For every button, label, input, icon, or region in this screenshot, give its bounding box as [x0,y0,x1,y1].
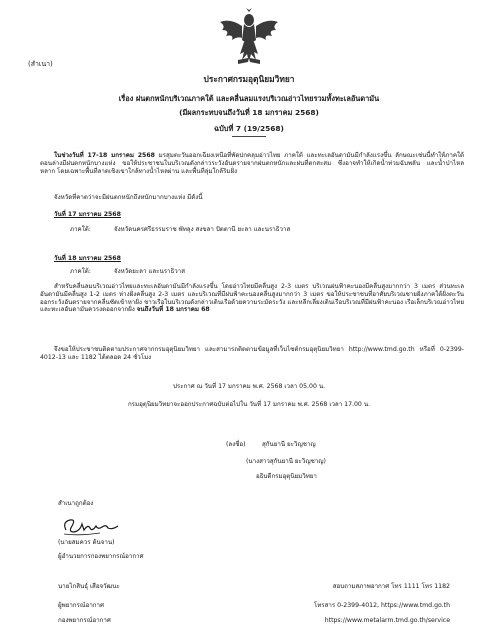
paragraph-waves [40,283,464,314]
title-divider [232,136,266,137]
next-issue-datetime: กรมอุตุนิยมวิทยาจะออกประกาศฉบับต่อไปใน วันที่ 17 มกราคม พ.ศ. 2568 เวลา 17.00 น. [127,401,371,408]
day1-date: วันที่ 17 มกราคม 2568 [54,211,121,218]
contact-text: จึงขอให้ประชาชนติดตามประกาศจากกรมอุตุนิยมวิทยา และสามารถติดตามข้อมูลที่เว็บไซต์กรมอุตุนิยมวิทยา http://www.tmd.go.th หรือที่ 0-2399-4012-13 และ 1182 ได้ตลอด 24 ชั่วโมง [40,346,464,361]
handwritten-signature-icon [60,514,122,538]
paragraph-contact [40,346,464,362]
copy-label: (สำเนา) [28,60,53,68]
forecast-body: มรสุมตะวันออกเฉียงเหนือที่พัดปกคลุมอ่าวไทย ภาคใต้ และทะเลอันดามันมีกำลังแรงขึ้น ลักษณะเช่นนี้ทำให้ภาคใต้ตอนล่างมีฝนตกหนักบางแห่ง ขอให้ประชาชนในบริเวณดังกล่าวระวังอันตรายจากฝนตกหนักและฝนที่ตกสะสม ซึ่งอาจทำให้เกิดน้ำท่วมฉับพลัน และน้ำป่าไหลหลาก โดยเฉพาะพื้นที่ลาดเชิงเขาใกล้ทางน้ำไหลผ่าน และพื้นที่ลุ่มใกล้ริมฝั่ง [40,152,464,175]
certifier-name: (นายสมควร ต้นจาน) [58,539,115,546]
footer-division: กองพยากรณ์อากาศ [58,617,111,624]
issue-number: ฉบับที่ 7 (19/2568) [214,124,284,133]
waves-body: สำหรับคลื่นลมบริเวณอ่าวไทยและทะเลอันดามันมีกำลังแรงขึ้น โดยอ่าวไทยมีคลื่นสูง 2-3 เมตร บริเวณฝนฟ้าคะนองมีคลื่นสูงมากกว่า 3 เมตร ส่วนทะเลอันดามันมีคลื่นสูง 1-2 เมตร ห่างฝั่งคลื่นสูง 2-3 เมตร และบริเวณที่มีฝนฟ้าคะนองคลื่นสูงมากกว่า 3 เมตร ขอให้ประชาชนที่อาศัยบริเวณชายฝั่งภาคใต้ฝั่งตะวันออกระวังอันตรายจากคลื่นซัดเข้าหาฝั่ง ชาวเรือในบริเวณดังกล่าวเดินเรือด้วยความระมัดระวัง และหลีกเลี่ยงเดินเรือบริเวณที่มีฝนฟ้าคะนอง เรือเล็กบริเวณอ่าวไทยและทะเลอันดามันควรงดออกจากฝั่ง [40,283,464,314]
signer-full-name: (นางสาวสุกันยานี ยะวิญชาญ) [246,458,326,465]
day2-provinces: จังหวัดยะลา และนราธิวาส [114,268,186,275]
waves-until: จนถึงวันที่ 18 มกราคม 68 [136,306,210,314]
document-title: ประกาศกรมอุตุนิยมวิทยา [203,74,295,84]
footer-forecaster-role: ผู้พยากรณ์อากาศ [58,602,104,609]
effective-period: (มีผลกระทบจนถึงวันที่ 18 มกราคม 2568) [179,108,319,117]
certifier-title: ผู้อำนวยการกองพยากรณ์อากาศ [58,553,144,560]
signer-name: สุกันยานี ยะวิญชาญ [262,441,316,448]
document-subject: เรื่อง ฝนตกหนักบริเวณภาคใต้ และคลื่นลมแรงบริเวณอ่าวไทยรวมทั้งทะเลอันดามัน [118,94,380,103]
paragraph-forecast [40,152,464,175]
certified-copy-label: สำเนาถูกต้อง [58,500,94,507]
footer-fax-website: โทรสาร 0-2399-4012, https://www.tmd.go.th [313,602,450,609]
day2-date: วันที่ 18 มกราคม 2568 [54,255,121,262]
footer-forecaster-name: นายไกสินธุ์ เสือจวัฒนะ [58,583,120,590]
day1-provinces: จังหวัดนครศรีธรรมราช พัทลุง สงขลา ปัตตานี ยะลา และนราธิวาส [114,226,291,233]
provinces-intro-text: จังหวัดที่คาดว่าจะมีฝนตกหนักถึงหนักมากบางแห่ง มีดังนี้ [54,194,203,201]
garuda-emblem-icon [218,8,280,68]
signer-title: อธิบดีกรมอุตุนิยมวิทยา [256,473,317,480]
footer-service-url: https://www.metalarm.tmd.go.th/service [324,617,450,624]
forecast-period: ในช่วงวันที่ 17-18 มกราคม 2568 [54,152,155,159]
signed-mark: (ลงชื่อ) [226,441,246,448]
footer-hotline: สอบถามสภาพอากาศ โทร 1111 โทร 1182 [332,583,450,590]
day1-region: ภาคใต้: [70,226,91,233]
day2-region: ภาคใต้: [70,268,91,275]
announced-datetime: ประกาศ ณ วันที่ 17 มกราคม พ.ศ. 2568 เวลา 05.00 น. [172,383,326,390]
paragraph-provinces-intro [40,194,464,202]
